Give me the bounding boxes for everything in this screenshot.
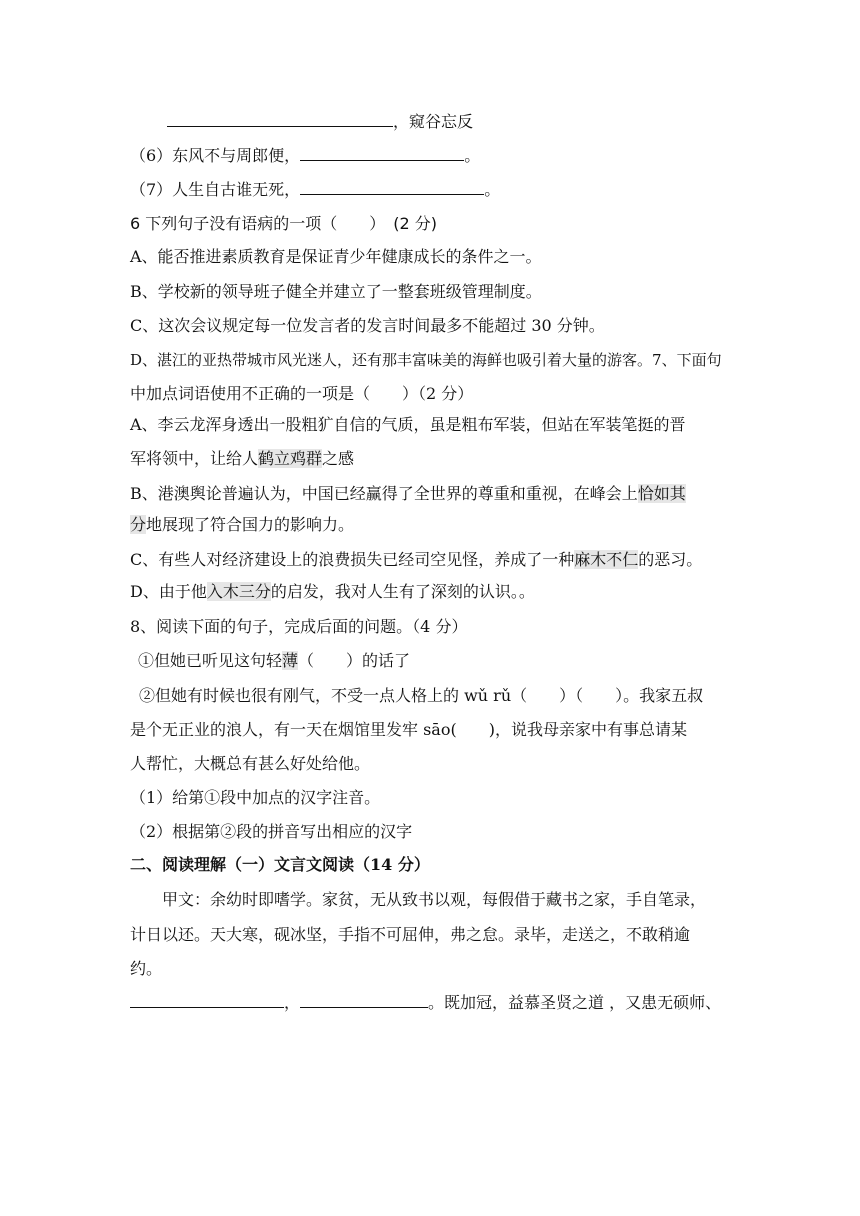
- passage-jia-line3: 约。: [130, 959, 163, 978]
- question-7-option-a-line1: A、李云龙浑身透出一股粗犷自信的气质，虽是粗布军装，但站在军装笔挺的晋: [130, 415, 686, 434]
- passage-jia-line2: 计日以还。天大寒，砚冰坚，手指不可屈伸，弗之怠。录毕，走送之，不敢稍逾: [130, 925, 691, 944]
- question-8-sentence-1: [138, 650, 410, 672]
- option-text: 军将领中，让给人: [130, 449, 259, 468]
- poem-line-7-end: 。: [484, 180, 501, 199]
- poem-line-6-text: （6）东风不与周郎便，: [130, 146, 301, 165]
- dotted-term: 分: [130, 515, 147, 534]
- section-2-title: 二、阅读理解（一）文言文阅读（14 分）: [130, 855, 430, 874]
- poem-line-6: [130, 145, 480, 167]
- poem-line-7-text: （7）人生自古谁无死，: [130, 180, 301, 199]
- question-6-option-a: A、能否推进素质教育是保证青少年健康成长的条件之一。: [130, 247, 542, 266]
- passage-text: 。既加冠，益慕圣贤之道 ，又患无硕师、: [428, 993, 722, 1012]
- dotted-term: 麻木不仁: [574, 550, 639, 569]
- question-7-option-b-line1: [130, 483, 686, 505]
- question-8-stem: 8、阅读下面的句子，完成后面的问题。（4 分）: [130, 617, 468, 636]
- dotted-term: 薄: [282, 651, 299, 670]
- question-7-option-d: [130, 581, 535, 603]
- answer-blank[interactable]: [167, 112, 393, 127]
- passage-text: ，: [284, 993, 301, 1012]
- option-text: C、有些人对经济建设上的浪费损失已经司空见怪，养成了一种: [130, 550, 575, 569]
- answer-blank[interactable]: [300, 993, 428, 1008]
- poem-line-7: [130, 179, 500, 201]
- option-text: 的启发，我对人生有了深刻的认识。。: [270, 582, 535, 601]
- dotted-term: 恰如其: [637, 484, 686, 503]
- question-6-option-d: D、湛江的亚热带城市风光迷人，还有那丰富味美的海鲜也吸引着大量的游客。7、下面句: [130, 351, 722, 369]
- question-8-sentence-2-line1: ②但她有时候也很有刚气，不受一点人格上的 wǔ rǔ（ ）（ ）。我家五叔: [139, 686, 704, 705]
- passage-jia-line1: 甲文：余幼时即嗜学。家贫，无从致书以观，每假借于藏书之家，手自笔录，: [162, 890, 707, 909]
- poem-line-6-end: 。: [464, 146, 481, 165]
- sentence-text: （ ）的话了: [298, 651, 411, 670]
- option-text: 地展现了符合国力的影响力。: [146, 515, 355, 534]
- answer-blank[interactable]: [300, 180, 484, 195]
- question-6-stem: 6 下列句子没有语病的一项（ ） (2 分): [130, 214, 438, 233]
- question-7-stem: 中加点词语使用不正确的一项是（ ）（2 分）: [130, 384, 474, 403]
- poem-line-5-text: ，窥谷忘反: [393, 112, 474, 131]
- dotted-term: 鹤立鸡群: [258, 449, 323, 468]
- question-7-option-a-line2: [130, 448, 354, 470]
- answer-blank[interactable]: [130, 993, 284, 1008]
- question-8-sub-2: （2）根据第②段的拼音写出相应的汉字: [130, 822, 413, 841]
- question-6-option-c: C、这次会议规定每一位发言者的发言时间最多不能超过 30 分钟。: [130, 316, 605, 335]
- dotted-term: 入木三分: [206, 582, 271, 601]
- question-8-sub-1: （1）给第①段中加点的汉字注音。: [130, 788, 381, 807]
- question-8-sentence-2-line3: 人帮忙，大概总有甚么好处给他。: [130, 754, 371, 773]
- question-7-option-b-line2: [130, 514, 354, 536]
- option-text: 的恶习。: [638, 550, 703, 569]
- option-text: D、由于他: [130, 582, 207, 601]
- answer-blank[interactable]: [300, 146, 464, 161]
- question-8-sentence-2-line2: 是个无正业的浪人，有一天在烟馆里发牢 sāo( )，说我母亲家中有事总请某: [130, 720, 687, 739]
- option-text: 之感: [322, 449, 355, 468]
- question-7-option-c: [130, 549, 702, 571]
- sentence-text: ①但她已听见这句轻: [138, 651, 283, 670]
- option-text: B、港澳舆论普遍认为，中国已经赢得了全世界的尊重和重视，在峰会上: [130, 484, 638, 503]
- poem-line-5: [167, 111, 473, 133]
- passage-jia-line4: [130, 992, 721, 1014]
- question-6-option-b: B、学校新的领导班子健全并建立了一整套班级管理制度。: [130, 282, 542, 301]
